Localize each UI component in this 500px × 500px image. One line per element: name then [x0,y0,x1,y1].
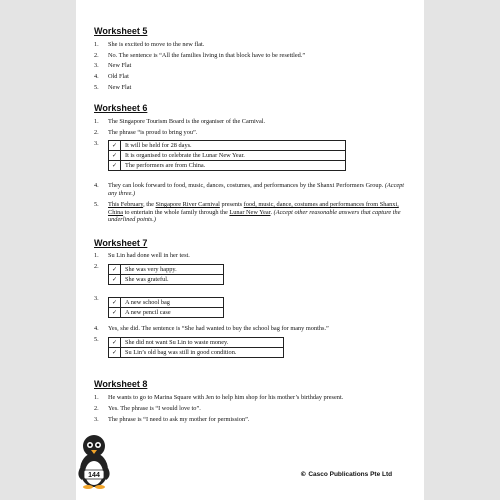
page-number: 144 [88,472,100,479]
checkmark-icon: ✓ [109,338,121,348]
checklist-text: She was very happy. [121,265,224,275]
checklist-row [109,308,224,318]
checkmark-icon: ✓ [109,348,121,358]
checkmark-icon: ✓ [109,298,121,308]
checkmark-icon: ✓ [109,161,121,171]
checklist-text: It is organised to celebrate the Lunar New Year. [121,151,346,161]
checklist-text: She was grateful. [121,275,224,285]
checkmark-icon: ✓ [109,308,121,318]
checkmark-icon: ✓ [109,151,121,161]
checkmark-icon: ✓ [109,275,121,285]
publisher-footer [300,470,392,478]
checklist-row [109,338,284,348]
ws6-checklist [108,140,346,171]
penguin-mascot-icon [76,430,112,490]
worksheet-6-heading: Worksheet 6 [94,103,148,113]
checklist-row [109,141,346,151]
checklist-row [109,151,346,161]
worksheet-8-heading: Worksheet 8 [94,379,148,389]
checklist-row [109,275,224,285]
checklist-text: The performers are from China. [121,161,346,171]
worksheet-7-heading: Worksheet 7 [94,238,148,248]
checklist-text: A new school bag [121,298,224,308]
checklist-text: A new pencil case [121,308,224,318]
checklist-text: It will be held for 28 days. [121,141,346,151]
checklist-row [109,298,224,308]
checklist-row [109,348,284,358]
checkmark-icon: ✓ [109,265,121,275]
checkmark-icon: ✓ [109,141,121,151]
checklist-row [109,161,346,171]
worksheet-5-heading: Worksheet 5 [94,26,148,36]
publisher-name: Casco Publications Pte Ltd [308,471,393,478]
copyright-icon: © [300,470,307,478]
ws7-q5-checklist [108,337,284,358]
ws7-q2-checklist [108,264,224,285]
checklist-text: Su Lin’s old bag was still in good condition. [121,348,284,358]
ws7-q3-checklist [108,297,224,318]
checklist-text: She did not want Su Lin to waste money. [121,338,284,348]
checklist-row [109,265,224,275]
